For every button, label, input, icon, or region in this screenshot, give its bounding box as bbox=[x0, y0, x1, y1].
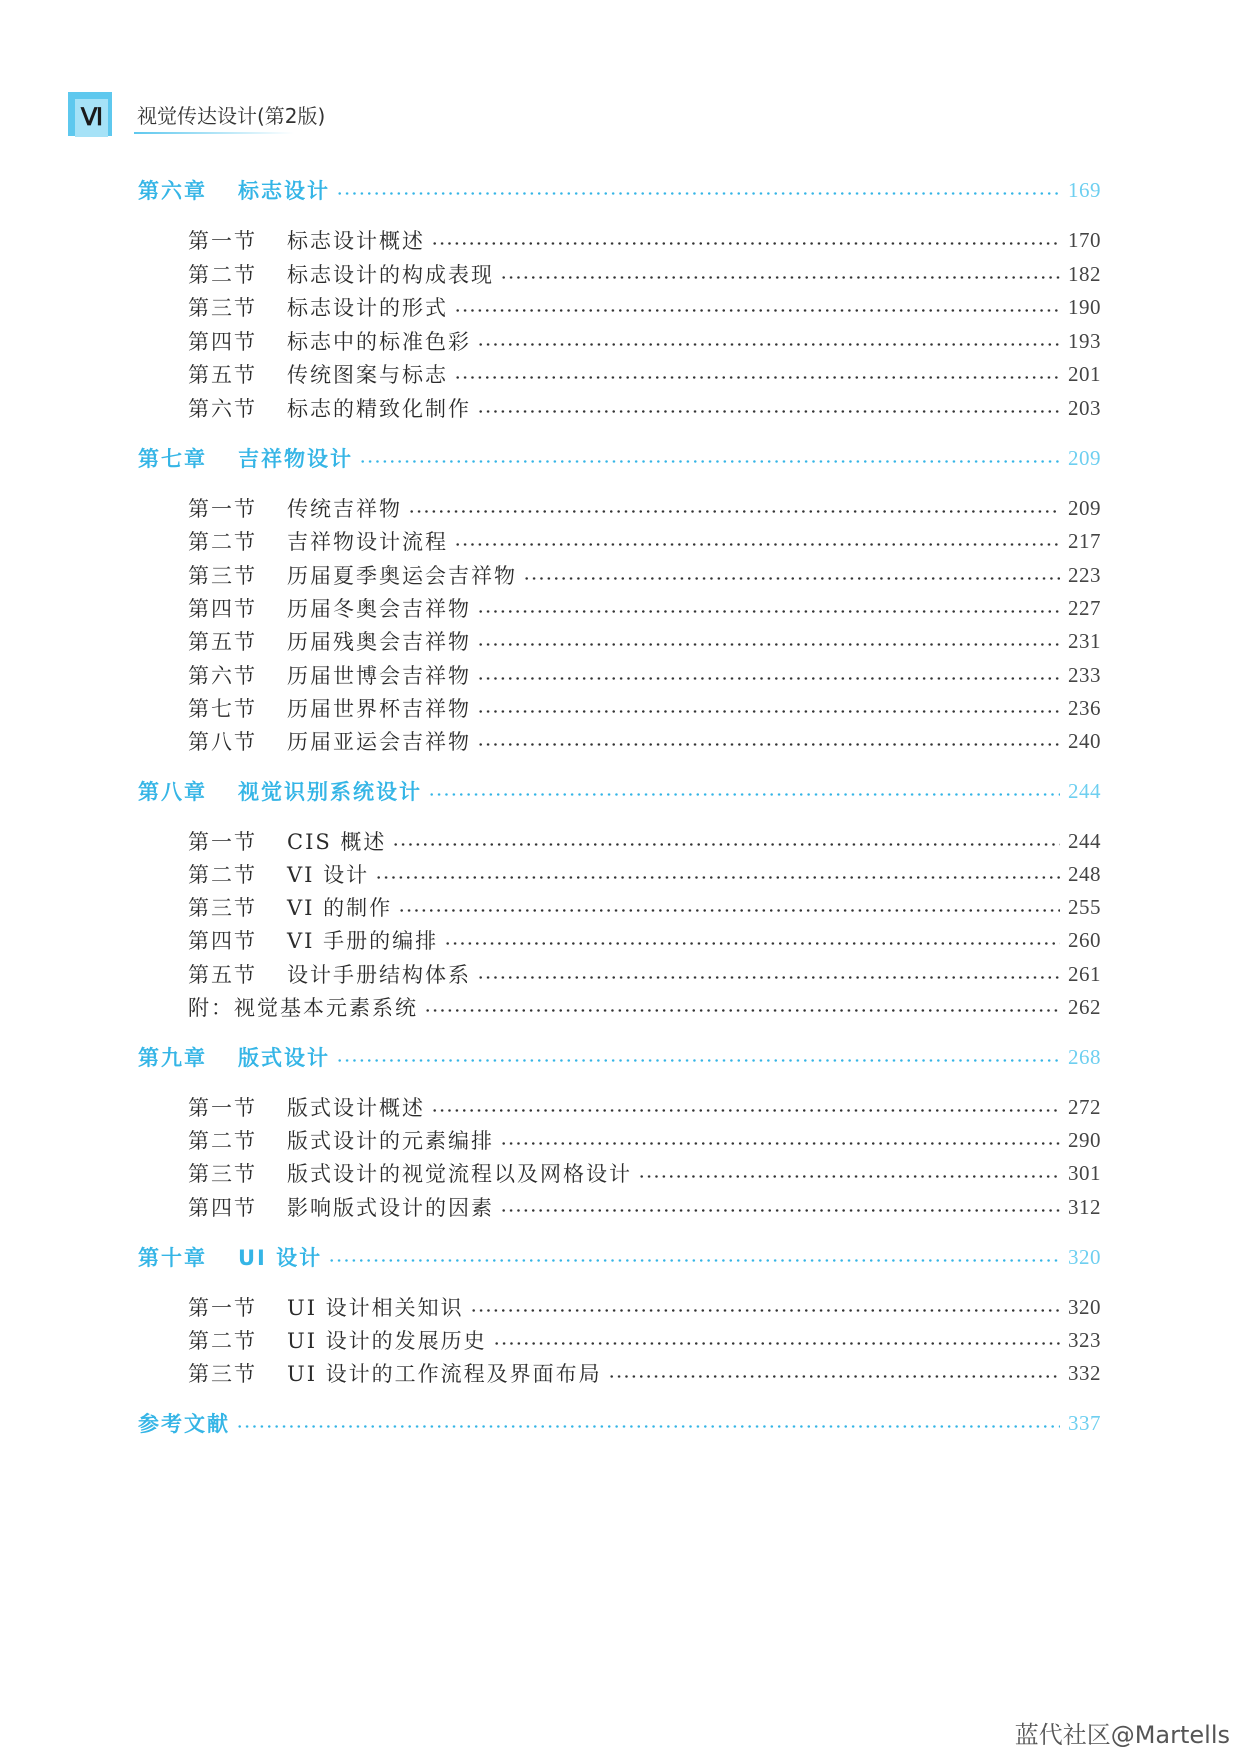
section-title: 历届世界杯吉祥物 bbox=[287, 697, 471, 721]
section-title: 标志设计的形式 bbox=[287, 296, 448, 320]
section-title: 版式设计的视觉流程以及网格设计 bbox=[287, 1162, 632, 1186]
toc-section-row bbox=[0, 391, 1240, 425]
section-number: 第七节 bbox=[188, 697, 257, 721]
toc-row-content bbox=[188, 624, 1101, 658]
toc-section-row bbox=[0, 1190, 1240, 1224]
section-title: VI 手册的编排 bbox=[287, 929, 439, 953]
toc-section-row bbox=[0, 591, 1240, 625]
toc-row-content bbox=[188, 957, 1101, 991]
toc-row-content bbox=[188, 1290, 1101, 1324]
dot-leader bbox=[477, 710, 1060, 713]
toc-chapter-row bbox=[0, 774, 1240, 808]
section-title: 版式设计概述 bbox=[287, 1096, 425, 1120]
toc-row-content bbox=[138, 173, 1101, 207]
page-number: 203 bbox=[1068, 395, 1101, 420]
toc-row-content bbox=[188, 990, 1101, 1024]
toc-row-content bbox=[188, 890, 1101, 924]
dot-leader bbox=[477, 343, 1060, 346]
toc-row-content bbox=[188, 1356, 1101, 1390]
section-number: 第五节 bbox=[188, 363, 257, 387]
section-number: 第二节 bbox=[188, 863, 257, 887]
page-number: 236 bbox=[1068, 695, 1101, 720]
toc-row-content bbox=[138, 441, 1101, 475]
watermark: 蓝代社区@Martells bbox=[1014, 1721, 1230, 1749]
section-number: 第三节 bbox=[188, 564, 257, 588]
toc-chapter-row bbox=[0, 1240, 1240, 1274]
section-number: 第五节 bbox=[188, 630, 257, 654]
dot-leader bbox=[444, 942, 1060, 945]
dot-leader bbox=[336, 1059, 1060, 1062]
section-title: CIS 概述 bbox=[287, 830, 387, 854]
section-title: 标志设计的构成表现 bbox=[287, 263, 494, 287]
section-title: 设计手册结构体系 bbox=[287, 963, 471, 987]
section-number: 第二节 bbox=[188, 263, 257, 287]
page-number: 193 bbox=[1068, 328, 1101, 353]
page-number: 240 bbox=[1068, 728, 1101, 753]
chapter-badge bbox=[68, 92, 112, 136]
toc-row-content bbox=[188, 290, 1101, 324]
dot-leader bbox=[424, 1009, 1060, 1012]
chapter-title: 视觉识别系统设计 bbox=[238, 780, 422, 804]
page-number: 320 bbox=[1068, 1294, 1101, 1319]
toc-section-row bbox=[0, 957, 1240, 991]
dot-leader bbox=[336, 192, 1060, 195]
toc-section-row bbox=[0, 1090, 1240, 1124]
toc-section-row bbox=[0, 857, 1240, 891]
chapter-title: 标志设计 bbox=[238, 179, 330, 203]
toc-appendix-row bbox=[0, 990, 1240, 1024]
page-number: 255 bbox=[1068, 894, 1101, 919]
title-underline bbox=[134, 132, 294, 134]
section-title: VI 设计 bbox=[287, 863, 370, 887]
chapter-number: 第十章 bbox=[138, 1246, 207, 1270]
dot-leader bbox=[477, 610, 1060, 613]
section-number: 第二节 bbox=[188, 1329, 257, 1353]
dot-leader bbox=[236, 1425, 1060, 1428]
page-number: 332 bbox=[1068, 1360, 1101, 1385]
toc-section-row bbox=[0, 357, 1240, 391]
toc-row-content bbox=[188, 591, 1101, 625]
page-number: 223 bbox=[1068, 562, 1101, 587]
section-title: 吉祥物设计流程 bbox=[287, 530, 448, 554]
section-number: 第一节 bbox=[188, 1096, 257, 1120]
dot-leader bbox=[454, 543, 1060, 546]
toc-section-row bbox=[0, 290, 1240, 324]
section-number: 第三节 bbox=[188, 296, 257, 320]
page-number: 169 bbox=[1068, 177, 1101, 202]
toc-row-content bbox=[188, 257, 1101, 291]
chapter-title: UI 设计 bbox=[238, 1246, 323, 1270]
toc-chapter-row bbox=[0, 1040, 1240, 1074]
page-header bbox=[68, 92, 388, 142]
toc-section-row bbox=[0, 1290, 1240, 1324]
section-number: 第四节 bbox=[188, 597, 257, 621]
section-number: 第四节 bbox=[188, 1196, 257, 1220]
dot-leader bbox=[408, 510, 1060, 513]
toc-section-row bbox=[0, 658, 1240, 692]
toc-section-row bbox=[0, 1156, 1240, 1190]
section-title: 版式设计的元素编排 bbox=[287, 1129, 494, 1153]
page-number: 217 bbox=[1068, 528, 1101, 553]
toc-row-content bbox=[188, 324, 1101, 358]
page-number: 227 bbox=[1068, 595, 1101, 620]
chapter-number: 第六章 bbox=[138, 179, 207, 203]
chapter-title: 版式设计 bbox=[238, 1046, 330, 1070]
section-title: 传统吉祥物 bbox=[287, 497, 402, 521]
dot-leader bbox=[431, 1109, 1060, 1112]
section-title: 历届残奥会吉祥物 bbox=[287, 630, 471, 654]
dot-leader bbox=[523, 577, 1060, 580]
toc-row-content bbox=[188, 724, 1101, 758]
chapter-number: 第七章 bbox=[138, 447, 207, 471]
toc-row-content bbox=[138, 1240, 1101, 1274]
chapter-title: 吉祥物设计 bbox=[238, 447, 353, 471]
roman-numeral: Ⅵ bbox=[75, 99, 108, 137]
page-number: 248 bbox=[1068, 861, 1101, 886]
page-number: 233 bbox=[1068, 662, 1101, 687]
section-title: 标志中的标准色彩 bbox=[287, 330, 471, 354]
section-number: 第一节 bbox=[188, 229, 257, 253]
page-number: 268 bbox=[1068, 1044, 1101, 1069]
toc-section-row bbox=[0, 691, 1240, 725]
toc-row-content bbox=[188, 1156, 1101, 1190]
chapter-number: 第九章 bbox=[138, 1046, 207, 1070]
page-number: 190 bbox=[1068, 294, 1101, 319]
toc-section-row bbox=[0, 890, 1240, 924]
toc-chapter-row bbox=[0, 441, 1240, 475]
dot-leader bbox=[398, 909, 1060, 912]
toc-row-content bbox=[188, 223, 1101, 257]
section-number: 第四节 bbox=[188, 929, 257, 953]
dot-leader bbox=[328, 1259, 1060, 1262]
page-number: 209 bbox=[1068, 445, 1101, 470]
toc-row-content bbox=[188, 558, 1101, 592]
toc-section-row bbox=[0, 724, 1240, 758]
toc-row-content bbox=[188, 1123, 1101, 1157]
page-number: 320 bbox=[1068, 1244, 1101, 1269]
dot-leader bbox=[477, 743, 1060, 746]
dot-leader bbox=[500, 1142, 1060, 1145]
dot-leader bbox=[477, 677, 1060, 680]
toc-section-row bbox=[0, 324, 1240, 358]
toc-section-row bbox=[0, 1356, 1240, 1390]
dot-leader bbox=[454, 376, 1060, 379]
book-title: 视觉传达设计(第2版) bbox=[137, 104, 326, 128]
toc-section-row bbox=[0, 1323, 1240, 1357]
chapter-title: 参考文献 bbox=[138, 1412, 230, 1436]
section-title: UI 设计的发展历史 bbox=[287, 1329, 487, 1353]
dot-leader bbox=[375, 876, 1060, 879]
toc-row-content bbox=[188, 524, 1101, 558]
section-title: 历届世博会吉祥物 bbox=[287, 664, 471, 688]
toc-row-content bbox=[188, 824, 1101, 858]
section-title: 附：视觉基本元素系统 bbox=[188, 996, 418, 1020]
section-number: 第二节 bbox=[188, 530, 257, 554]
section-number: 第六节 bbox=[188, 397, 257, 421]
page-number: 337 bbox=[1068, 1410, 1101, 1435]
page-number: 312 bbox=[1068, 1194, 1101, 1219]
page-number: 272 bbox=[1068, 1094, 1101, 1119]
toc-section-row bbox=[0, 223, 1240, 257]
toc-section-row bbox=[0, 491, 1240, 525]
toc-row-content bbox=[188, 658, 1101, 692]
section-title: 传统图案与标志 bbox=[287, 363, 448, 387]
toc-row-content bbox=[188, 1090, 1101, 1124]
toc-row-content bbox=[188, 491, 1101, 525]
section-number: 第一节 bbox=[188, 497, 257, 521]
section-title: 历届冬奥会吉祥物 bbox=[287, 597, 471, 621]
dot-leader bbox=[359, 460, 1060, 463]
dot-leader bbox=[493, 1342, 1060, 1345]
page-number: 170 bbox=[1068, 227, 1101, 252]
dot-leader bbox=[608, 1375, 1060, 1378]
page-number: 260 bbox=[1068, 927, 1101, 952]
toc-section-row bbox=[0, 558, 1240, 592]
page-number: 290 bbox=[1068, 1127, 1101, 1152]
dot-leader bbox=[477, 410, 1060, 413]
section-number: 第四节 bbox=[188, 330, 257, 354]
page-number: 244 bbox=[1068, 778, 1101, 803]
section-title: VI 的制作 bbox=[287, 896, 393, 920]
section-number: 第一节 bbox=[188, 1296, 257, 1320]
dot-leader bbox=[431, 242, 1060, 245]
toc-chapter-row bbox=[0, 173, 1240, 207]
toc-row-content bbox=[138, 774, 1101, 808]
toc-section-row bbox=[0, 257, 1240, 291]
toc-section-row bbox=[0, 524, 1240, 558]
section-title: 影响版式设计的因素 bbox=[287, 1196, 494, 1220]
section-number: 第五节 bbox=[188, 963, 257, 987]
toc-chapter-row bbox=[0, 1406, 1240, 1440]
page-number: 261 bbox=[1068, 961, 1101, 986]
section-title: 标志设计概述 bbox=[287, 229, 425, 253]
section-title: UI 设计的工作流程及界面布局 bbox=[287, 1362, 602, 1386]
dot-leader bbox=[477, 976, 1060, 979]
dot-leader bbox=[638, 1175, 1060, 1178]
toc-row-content bbox=[188, 391, 1101, 425]
dot-leader bbox=[454, 309, 1060, 312]
section-number: 第三节 bbox=[188, 896, 257, 920]
toc-row-content bbox=[188, 923, 1101, 957]
dot-leader bbox=[392, 843, 1060, 846]
page-number: 231 bbox=[1068, 628, 1101, 653]
toc-section-row bbox=[0, 624, 1240, 658]
page-number: 323 bbox=[1068, 1327, 1101, 1352]
toc-row-content bbox=[188, 857, 1101, 891]
toc-row-content bbox=[138, 1040, 1101, 1074]
dot-leader bbox=[500, 1209, 1060, 1212]
section-title: UI 设计相关知识 bbox=[287, 1296, 464, 1320]
toc-section-row bbox=[0, 1123, 1240, 1157]
dot-leader bbox=[477, 643, 1060, 646]
toc-row-content bbox=[188, 1323, 1101, 1357]
dot-leader bbox=[470, 1309, 1060, 1312]
section-title: 历届夏季奥运会吉祥物 bbox=[287, 564, 517, 588]
section-number: 第三节 bbox=[188, 1362, 257, 1386]
page-number: 262 bbox=[1068, 994, 1101, 1019]
page-number: 182 bbox=[1068, 261, 1101, 286]
toc-section-row bbox=[0, 923, 1240, 957]
section-number: 第三节 bbox=[188, 1162, 257, 1186]
toc-row-content bbox=[188, 691, 1101, 725]
dot-leader bbox=[428, 793, 1060, 796]
page-number: 244 bbox=[1068, 828, 1101, 853]
toc-row-content bbox=[188, 357, 1101, 391]
section-number: 第二节 bbox=[188, 1129, 257, 1153]
page-number: 301 bbox=[1068, 1160, 1101, 1185]
section-title: 历届亚运会吉祥物 bbox=[287, 730, 471, 754]
section-number: 第一节 bbox=[188, 830, 257, 854]
chapter-number: 第八章 bbox=[138, 780, 207, 804]
section-number: 第六节 bbox=[188, 664, 257, 688]
toc-section-row bbox=[0, 824, 1240, 858]
page-number: 209 bbox=[1068, 495, 1101, 520]
toc-row-content bbox=[188, 1190, 1101, 1224]
section-number: 第八节 bbox=[188, 730, 257, 754]
section-title: 标志的精致化制作 bbox=[287, 397, 471, 421]
dot-leader bbox=[500, 276, 1060, 279]
page-number: 201 bbox=[1068, 361, 1101, 386]
toc-row-content bbox=[138, 1406, 1101, 1440]
